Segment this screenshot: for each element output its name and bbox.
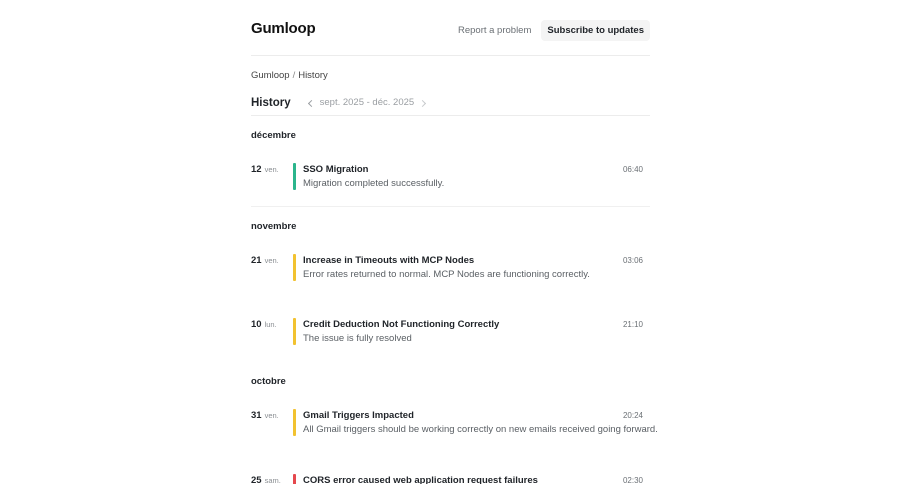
status-indicator-bar [293,409,296,436]
incident-time: 20:24 [622,411,643,420]
incident-weekday: ven. [264,256,279,265]
incident-date: 31 ven. [251,410,279,421]
page-title: History [251,97,291,109]
status-indicator-bar [293,318,296,345]
incident-date: 12 ven. [251,164,279,175]
incident-row[interactable] [251,163,650,191]
incident-description: Migration completed successfully. [303,178,445,189]
header [251,18,650,56]
date-range-label: sept. 2025 - déc. 2025 [319,97,415,108]
header-actions [458,20,650,41]
status-indicator-bar [293,254,296,281]
date-range-selector [303,96,432,110]
incident-description: All Gmail triggers should be working correctly on new emails received going forward. [303,424,658,435]
breadcrumb [251,70,328,81]
incident-time: 06:40 [622,165,643,174]
history-header [251,96,650,116]
incident-row[interactable] [251,409,658,437]
incident-time: 03:06 [622,256,643,265]
incident-weekday: ven. [264,165,279,174]
incident-weekday: lun. [264,320,277,329]
breadcrumb-separator: / [292,70,296,81]
month-heading: octobre [251,376,286,387]
incident-title[interactable]: SSO Migration [303,164,369,175]
incident-time: 21:10 [622,320,643,329]
breadcrumb-root[interactable]: Gumloop [251,70,290,81]
incident-row[interactable] [251,474,650,484]
incident-description: The issue is fully resolved [303,333,412,344]
incident-title[interactable]: Credit Deduction Not Functioning Correctly [303,319,500,330]
chevron-right-icon[interactable] [419,99,426,106]
incident-date: 25 sam. [251,475,281,484]
status-indicator-bar [293,163,296,190]
month-heading: décembre [251,130,296,141]
incident-date: 10 lun. [251,319,277,330]
incident-weekday: ven. [264,411,279,420]
gumloop-logo[interactable]: Gumloop [251,20,316,37]
month-divider [251,206,650,207]
incident-weekday: sam. [264,476,281,484]
incident-title[interactable]: Increase in Timeouts with MCP Nodes [303,255,475,266]
incident-time: 02:30 [622,476,643,484]
chevron-left-icon[interactable] [308,99,315,106]
incident-date: 21 ven. [251,255,279,266]
subscribe-button[interactable]: Subscribe to updates [541,20,650,41]
month-heading: novembre [251,221,297,232]
incident-row[interactable] [251,254,650,282]
incident-row[interactable] [251,318,650,346]
incident-description: Error rates returned to normal. MCP Nodes are functioning correctly. [303,269,590,280]
status-indicator-bar [293,474,296,484]
incident-title[interactable]: CORS error caused web application request failures [303,475,538,484]
breadcrumb-current: History [298,70,328,81]
report-problem-link[interactable]: Report a problem [457,25,532,36]
incident-title[interactable]: Gmail Triggers Impacted [303,410,414,421]
